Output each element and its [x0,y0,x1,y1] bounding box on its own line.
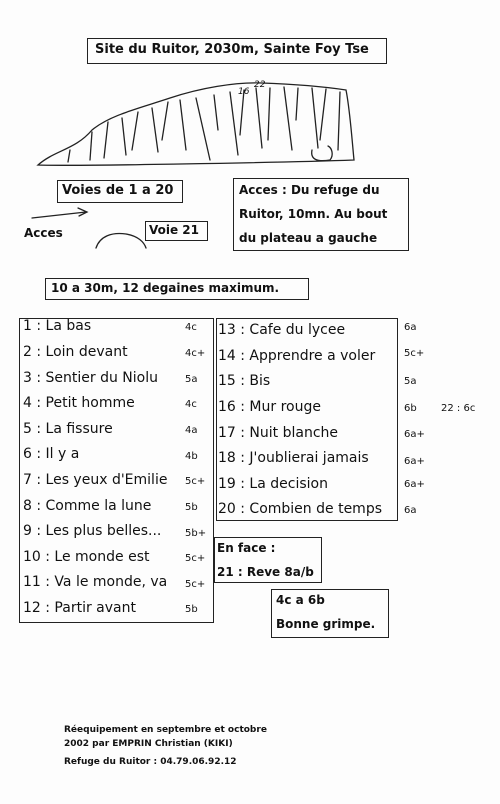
route-name: 6 : Il y a [23,446,80,462]
route-name: 9 : Les plus belles... [23,523,162,539]
route-grade: 4a [185,425,198,436]
route-name: 13 : Cafe du lycee [218,322,346,338]
length-info: 10 a 30m, 12 degaines maximum. [51,281,280,295]
route-grade: 5a [404,376,417,387]
route-grade: 6a [404,322,417,333]
route-grade: 5c+ [404,348,425,359]
route-grade: 6a [404,505,417,516]
page-title: Site du Ruitor, 2030m, Sainte Foy Tse [95,42,369,57]
route-grade: 5c+ [185,476,206,487]
voie21-label: Voie 21 [149,223,200,237]
footer-line-2: 2002 par EMPRIN Christian (KIKI) [64,739,233,749]
route-name: 14 : Apprendre a voler [218,348,376,364]
route-name: 8 : Comme la lune [23,498,152,514]
route-name: 10 : Le monde est [23,549,150,565]
route-name: 16 : Mur rouge [218,399,321,415]
footer-line-3: Refuge du Ruitor : 04.79.06.92.12 [64,757,237,767]
route-grade: 5b+ [185,528,207,539]
acces-info-line-3: du plateau a gauche [239,231,378,245]
route-name: 2 : Loin devant [23,344,128,360]
en-face-heading: En face : [217,541,276,555]
route-name: 11 : Va le monde, va [23,574,168,590]
route-grade: 4b [185,451,198,462]
en-face-route: 21 : Reve 8a/b [217,565,314,579]
route-grade: 6a+ [404,429,425,440]
route-grade: 4c [185,322,197,333]
route-name: 7 : Les yeux d'Emilie [23,472,168,488]
route-grade: 5c+ [185,553,206,564]
summary-range: 4c a 6b [276,593,325,607]
route-grade: 5b [185,502,198,513]
footer-line-1: Réequipement en septembre et octobre [64,725,267,735]
topo-label-22: 22 [254,80,266,90]
route-grade: 4c+ [185,348,206,359]
route-grade: 4c [185,399,197,410]
route-grade: 6a+ [404,456,425,467]
summary-comment: Bonne grimpe. [276,617,376,631]
route-name: 15 : Bis [218,373,271,389]
acces-info-line-1: Acces : Du refuge du [239,183,380,197]
route-name: 17 : Nuit blanche [218,425,339,441]
route-name: 1 : La bas [23,318,92,334]
voies-label: Voies de 1 a 20 [62,183,174,198]
extra-grade: 22 : 6c [441,403,476,414]
route-name: 18 : J'oublierai jamais [218,450,369,466]
route-grade: 6a+ [404,479,425,490]
route-grade: 5c+ [185,579,206,590]
acces-info-line-2: Ruitor, 10mn. Au bout [239,207,388,221]
route-name: 3 : Sentier du Niolu [23,370,158,386]
route-grade: 5b [185,604,198,615]
route-name: 5 : La fissure [23,421,113,437]
acces-label: Acces [24,226,63,240]
route-grade: 5a [185,374,198,385]
route-name: 4 : Petit homme [23,395,135,411]
route-grade: 6b [404,403,417,414]
route-name: 12 : Partir avant [23,600,136,616]
route-name: 20 : Combien de temps [218,501,382,517]
route-name: 19 : La decision [218,476,328,492]
topo-label-16: 16 [238,87,250,97]
